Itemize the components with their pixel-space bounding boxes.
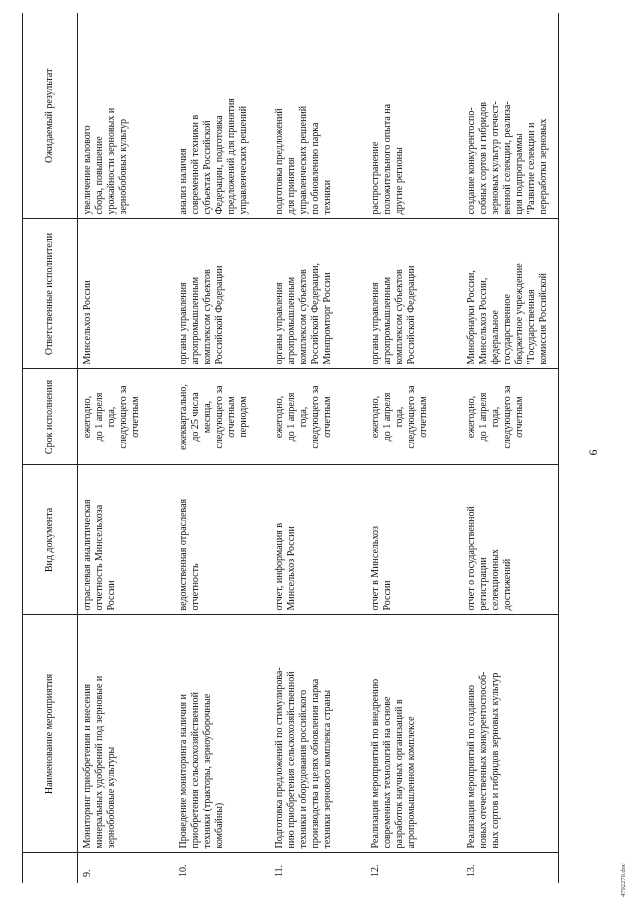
- expected-result: увеличение валового сбора, повышение урожайности зерновых и зернобобовых культур: [82, 107, 129, 215]
- measure-name: Реализация мероприятий по внедрению современных технологий на основе разработок научных организаций в агропромышленном комплексе: [366, 615, 462, 853]
- table-row: [78, 13, 175, 883]
- executors: Минобрнауки России, Минсельхоз России, федеральное государственное бюджетное учреждение "Государственная комиссия Российской: [462, 219, 559, 369]
- executors: органы управления агропромышленным комплексом субъектов Российской Федерации, Минпромторг России: [270, 219, 366, 369]
- document-type: отчет о государственной регистрации селекционных достижений: [462, 465, 559, 615]
- expected-result: анализ наличия современной техники в субъектах Российской Федерации, подготовка предложений для принятия управленческих решений: [178, 98, 249, 215]
- row-number: 11.: [270, 853, 366, 883]
- header-measure-name: Наименование мероприятия: [23, 615, 78, 853]
- expected-result: создание конкурентоспо- собных сортов и гибридов зерновых культур отечест- венной селекции, реализа- ция подпрограммы "Развитие селекции и переработки зерновых: [462, 13, 559, 219]
- table-row: [462, 13, 559, 883]
- header-number: [23, 853, 78, 883]
- header-document-type: Вид документа: [23, 465, 78, 615]
- measure-name: Подготовка предложений по стимулирова- нию приобретения сельскохозяйственной техники и оборудования российского производства в целях обновления парка техники зернового комплекса страны: [270, 615, 366, 853]
- executors: органы управления агропромышленным комплексом субъектов Российской Федерации: [366, 219, 462, 369]
- deadline: ежегодно, до 1 апреля года, следующего за отчетным: [270, 369, 366, 465]
- header-executors: Ответственные исполнители: [23, 219, 78, 369]
- row-number: 13.: [462, 853, 559, 883]
- expected-result: подготовка предложений для принятия управленческих решений по обновлению парка техники: [274, 105, 333, 215]
- header-deadline: Срок исполнения: [23, 369, 78, 465]
- table-header: [23, 13, 78, 883]
- table-row: [174, 13, 270, 883]
- document-type: отраслевая аналитическая отчетность Минсельхоза России: [78, 465, 175, 615]
- measure-name: Реализация мероприятий по созданию новых отечественных конкурентоспособ- ных сортов и гибридов зерновых культур: [462, 615, 559, 853]
- expected-result: распространение положительного опыта на другие регионы: [370, 103, 405, 215]
- page-number: 6: [586, 449, 600, 456]
- document-type: ведомственная отраслевая отчетность: [174, 465, 270, 615]
- table-row: [270, 13, 366, 883]
- measure-name: Проведение мониторинга наличия и приобретения сельскохозяйственной техники (тракторы, зерноуборочные комбайны): [174, 615, 270, 853]
- measures-table: [22, 13, 559, 883]
- document-filename: 4792270.doc: [620, 863, 627, 897]
- document-type: отчет в Минсельхоз России: [366, 465, 462, 615]
- deadline: ежегодно, до 1 апреля года, следующего за отчетным: [366, 369, 462, 465]
- row-number: 9.: [78, 853, 175, 883]
- deadline: ежеквартально, до 25 числа месяца, следующего за отчетным периодом: [174, 369, 270, 465]
- table-row: [366, 13, 462, 883]
- header-expected-result: Ожидаемый результат: [23, 13, 78, 219]
- measure-name: Мониторинг приобретения и внесения минеральных удобрений под зерновые и зернобобовые культуры: [78, 615, 175, 853]
- document-type: отчет, информация в Минсельхоз России: [270, 465, 366, 615]
- row-number: 12.: [366, 853, 462, 883]
- deadline: ежегодно, до 1 апреля года, следующего за отчетным: [462, 369, 559, 465]
- executors: органы управления агропромышленным комплексом субъектов Российской Федерации: [174, 219, 270, 369]
- executors: Минсельхоз России: [78, 219, 175, 369]
- row-number: 10.: [174, 853, 270, 883]
- deadline: ежегодно, до 1 апреля года, следующего за отчетным: [78, 369, 175, 465]
